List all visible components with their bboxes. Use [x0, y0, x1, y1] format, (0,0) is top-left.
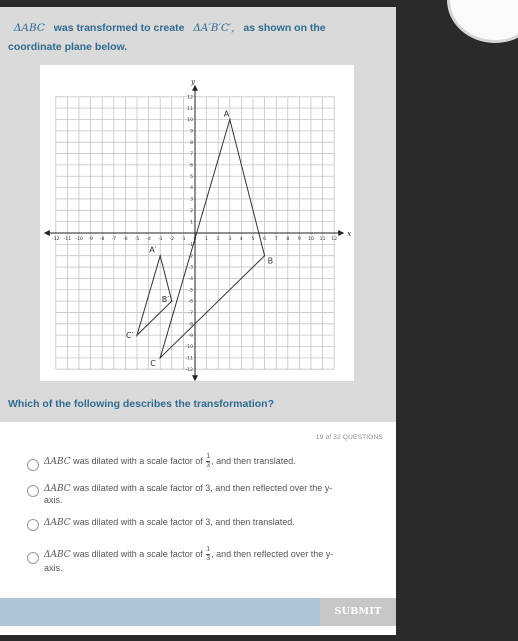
y-tick-label: 8	[190, 140, 193, 146]
x-tick-label: 7	[274, 237, 278, 242]
y-tick-label: -8	[188, 322, 193, 328]
x-tick-label: -11	[63, 237, 72, 242]
x-tick-label: -6	[123, 237, 128, 242]
vertex-label: A	[223, 109, 230, 119]
y-tick-label: 5	[190, 174, 193, 180]
y-tick-label: 9	[190, 129, 193, 135]
option-text-tail: , and then translated.	[211, 455, 296, 466]
radio-button[interactable]	[27, 485, 39, 497]
prompt-text-end: as shown on the coordinate plane below.	[8, 22, 326, 53]
x-tick-label: -10	[75, 237, 83, 242]
option-text-line2: axis.	[44, 495, 63, 505]
question-card	[0, 7, 396, 635]
vertex-point	[264, 255, 265, 256]
y-tick-label: -11	[185, 356, 193, 362]
x-tick-label: 3	[228, 237, 232, 242]
x-tick-label: 9	[297, 237, 301, 242]
y-axis-label: y	[191, 77, 195, 86]
x-tick-label: 11	[319, 237, 326, 242]
radio-button[interactable]	[27, 519, 39, 531]
y-tick-label: 1	[190, 220, 193, 226]
fraction-numerator: 1	[206, 453, 211, 460]
y-axis-arrow-down	[192, 375, 198, 381]
y-tick-label: 10	[187, 118, 193, 124]
x-tick-label: 8	[286, 237, 290, 242]
triangle-abc-symbol: ΔABC	[44, 456, 71, 467]
y-tick-label: -12	[185, 367, 193, 373]
triangle-abc-symbol: ΔABC	[44, 549, 71, 560]
option-text-main: was dilated with a scale factor of	[70, 548, 206, 559]
footer-bar	[0, 598, 320, 626]
vertex-point	[136, 335, 137, 336]
vertex-label: A′	[149, 245, 157, 255]
coordinate-plane-svg	[40, 65, 354, 381]
option-text	[44, 517, 369, 529]
option-text	[44, 453, 369, 470]
fraction	[206, 546, 210, 563]
option-text	[44, 546, 369, 574]
x-tick-label: -2	[169, 237, 175, 242]
x-tick-label: -12	[52, 237, 60, 242]
option-text-main: was dilated with a scale factor of 3, and then reflected over the	[70, 483, 325, 493]
triangle-abc-prime-symbol: ΔA′B′C′,	[193, 22, 235, 34]
x-tick-label: 2	[216, 237, 220, 242]
x-tick-label: 6	[263, 237, 267, 242]
y-tick-label: 4	[190, 186, 193, 192]
x-tick-label: -4	[146, 237, 151, 242]
prompt-text-mid: was transformed to create	[53, 22, 185, 34]
vertex-label: B′	[161, 295, 170, 305]
x-tick-label: -8	[99, 237, 105, 242]
x-tick-label: 0	[193, 237, 197, 242]
x-tick-label: 5	[251, 237, 255, 242]
x-axis-arrow-left	[44, 230, 50, 236]
fraction	[206, 453, 210, 470]
vertex-label: C′	[126, 331, 134, 341]
option-text-main: was dilated with a scale factor of	[70, 455, 206, 466]
y-tick-label: -7	[188, 311, 193, 317]
x-tick-label: -7	[111, 237, 117, 242]
triangle-abc-symbol: ΔABC	[44, 484, 71, 494]
y-tick-label: 7	[190, 152, 193, 158]
corner-decoration	[450, 0, 518, 40]
x-tick-label: -5	[134, 237, 140, 242]
x-tick-label: 4	[239, 237, 243, 242]
question-panel	[0, 7, 396, 422]
x-tick-label: -9	[88, 237, 93, 242]
radio-button[interactable]	[27, 552, 39, 564]
y-tick-label: 11	[187, 106, 193, 112]
vertex-label: B	[267, 256, 274, 266]
question-prompt	[8, 19, 380, 57]
vertex-point	[229, 119, 230, 120]
vertex-point	[160, 357, 161, 358]
progress-counter: 19 of 32 QUESTIONS	[315, 434, 383, 441]
y-tick-label: -5	[188, 288, 193, 294]
x-tick-label: 1	[205, 237, 209, 242]
y-tick-label: 2	[190, 208, 193, 214]
fraction-denominator: 3	[206, 555, 211, 562]
fraction-denominator: 3	[206, 462, 211, 469]
x-tick-label: -1	[181, 237, 186, 242]
option-text-tail: , and then reflected over the y-	[211, 548, 334, 559]
question-ask: Which of the following describes the transformation?	[8, 398, 275, 410]
y-tick-label: -6	[188, 299, 193, 305]
x-tick-label: -3	[157, 237, 163, 242]
radio-button[interactable]	[27, 459, 39, 471]
y-tick-label: -2	[188, 254, 193, 260]
option-text-main: was dilated with a scale factor of 3, and then translated.	[70, 517, 295, 527]
x-tick-label: 10	[308, 237, 314, 242]
y-tick-label: -1	[188, 242, 193, 248]
vertex-point	[160, 255, 161, 256]
vertex-label: C	[150, 358, 156, 368]
coordinate-plane	[40, 65, 354, 381]
submit-button[interactable]: SUBMIT	[320, 598, 396, 626]
y-tick-label: 6	[190, 163, 193, 169]
option-text-line2: axis.	[44, 563, 63, 573]
y-tick-label: -4	[188, 277, 193, 282]
x-axis-arrow-right	[338, 230, 344, 236]
triangle-abc	[157, 120, 267, 358]
y-tick-label: -10	[185, 345, 193, 351]
y-tick-label: -9	[188, 333, 193, 339]
x-tick-label: 12	[331, 237, 338, 242]
fraction-numerator: 1	[206, 546, 211, 553]
y-tick-label: -3	[188, 265, 193, 271]
triangle-abc-symbol: ΔABC	[44, 518, 71, 528]
vertex-point	[171, 301, 172, 302]
option-text	[44, 483, 369, 506]
y-tick-label: 12	[187, 95, 193, 101]
y-tick-label: 3	[190, 197, 193, 203]
triangle-abc-symbol: ΔABC	[13, 22, 45, 34]
x-axis-label: x	[347, 230, 352, 238]
option-text-tail: y-	[324, 483, 333, 493]
